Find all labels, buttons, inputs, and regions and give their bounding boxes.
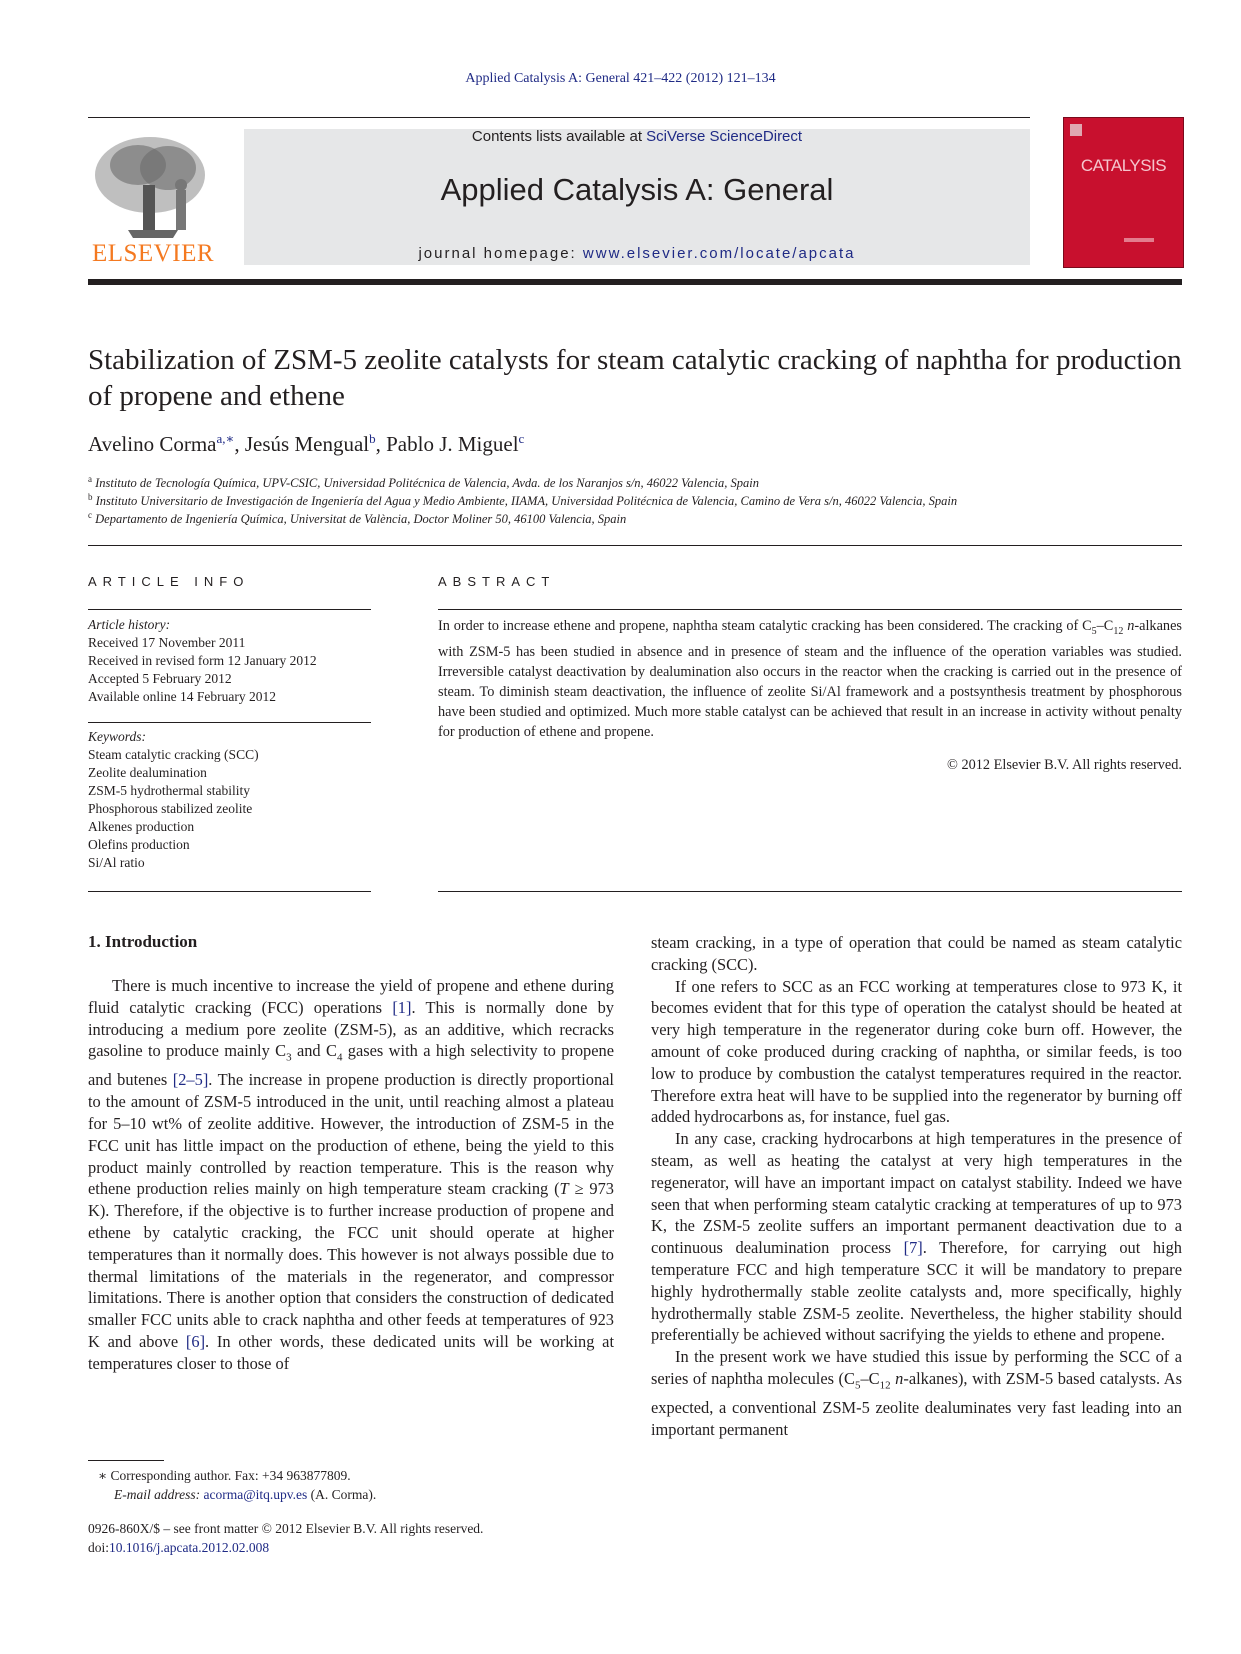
article-history: [88, 616, 317, 706]
keyword: Si/Al ratio: [88, 855, 145, 870]
author-separator: ,: [234, 432, 245, 456]
doi-label: doi:: [88, 1540, 110, 1555]
author-affiliation-marker[interactable]: c: [518, 431, 525, 446]
article-info-bottom-rule: [88, 891, 371, 892]
subscript: 5: [1091, 625, 1097, 637]
paragraph: steam cracking, in a type of operation that could be named as steam catalytic cracking (SCC).: [651, 933, 1182, 974]
keyword: Steam catalytic cracking (SCC): [88, 747, 259, 762]
author-name: Avelino Corma: [88, 432, 217, 456]
affiliation-marker: a: [88, 474, 92, 484]
affiliation-marker: b: [88, 492, 93, 502]
abstract-copyright: © 2012 Elsevier B.V. All rights reserved.: [947, 757, 1182, 773]
text-segment: . The increase in propene production is directly proportional to the amount of ZSM-5 introduced in the unit, until reaching almost a plateau for 5–10 wt% of zeolite additive. However, the introduction of ZSM-5 in the FCC unit has little impact on the production of ethene, being the yield to this product mainly controlled by reaction temperature. This is the reason why ethene production relies mainly on high temperature steam cracking (: [88, 1070, 614, 1199]
homepage-label: journal homepage:: [418, 245, 583, 262]
author-affiliation-marker[interactable]: a,∗: [216, 431, 235, 446]
subscript: 12: [879, 1379, 891, 1392]
history-label: Article history:: [88, 617, 171, 632]
abstract-heading: ABSTRACT: [438, 574, 556, 589]
cover-title: CATALYSIS: [1080, 156, 1167, 175]
elsevier-logo[interactable]: [88, 130, 218, 270]
author-list: [88, 431, 524, 457]
homepage-link[interactable]: www.elsevier.com/locate/apcata: [582, 245, 856, 262]
masthead-rule: [88, 279, 1182, 285]
section-rule: [88, 545, 1182, 546]
author-name: Jesús Mengual: [244, 432, 370, 456]
affiliation: [88, 492, 957, 509]
reference-link[interactable]: [1]: [392, 997, 412, 1017]
reference-link[interactable]: [7]: [903, 1238, 923, 1258]
article-info-heading: ARTICLE INFO: [88, 574, 250, 589]
variable: T: [559, 1179, 569, 1199]
subscript: 4: [336, 1051, 343, 1064]
text-segment: gases with a high selectivity to propene and butenes: [88, 1041, 614, 1090]
affiliation: [88, 510, 626, 527]
subscript: 12: [1113, 625, 1124, 637]
text-segment: . This is normally done by introducing a medium pore zeolite (ZSM-5), as an additive, which recracks gasoline to produce mainly C: [88, 997, 614, 1061]
history-item: Available online 14 February 2012: [88, 689, 276, 704]
history-item: Accepted 5 February 2012: [88, 671, 232, 686]
body-column-left: [88, 975, 614, 1375]
paragraph: [88, 975, 614, 1375]
reference-link[interactable]: [6]: [185, 1332, 206, 1352]
keywords-label: Keywords:: [88, 729, 146, 744]
paragraph: [651, 1346, 1182, 1440]
email-note: [114, 1486, 376, 1504]
reference-link[interactable]: [2–5]: [172, 1070, 209, 1090]
text-segment: ≥ 973 K). Therefore, if the objective is to further increase production of propene and ethene by catalytic cracking, the FCC unit should operate at higher temperatures than it normally does. This however is not always possible due to thermal limitations of the materials in the regenerator, and compressor limitations. There is another option that considers the construction of dedicated smaller FCC units able to crack naphtha and other feeds at temperatures of 923 K and above: [88, 1179, 614, 1352]
affiliation-marker: c: [88, 510, 92, 520]
issn-line: 0926-860X/$ – see front matter © 2012 Elsevier B.V. All rights reserved.: [88, 1521, 484, 1536]
author-affiliation-marker[interactable]: b: [369, 431, 376, 446]
cover-emblem-icon: [1070, 124, 1082, 136]
email-link[interactable]: acorma@itq.upv.es: [203, 1487, 308, 1502]
journal-citation[interactable]: Applied Catalysis A: General 421–422 (2012) 121–134: [465, 71, 776, 86]
paragraph: [651, 1128, 1182, 1346]
affiliation-text: Instituto de Tecnología Química, UPV-CSIC, Universidad Politécnica de Valencia, Avda. de los Naranjos s/n, 46022 Valencia, Spain: [95, 476, 759, 491]
section-heading: 1. Introduction: [88, 932, 198, 951]
abstract-segment: n: [1123, 618, 1135, 634]
cover-mark-icon: [1124, 238, 1154, 242]
abstract-segment: –C: [1096, 618, 1114, 634]
subscript: 3: [286, 1051, 292, 1064]
header-rule: [88, 117, 1030, 118]
keyword: Phosphorous stabilized zeolite: [88, 801, 253, 816]
corresponding-author-note: ∗ Corresponding author. Fax: +34 963877809.: [98, 1468, 351, 1483]
abstract-segment: -alkanes with ZSM-5 has been studied in absence and in presence of steam and the influence of the operation variables was studied. Irreversible catalyst deactivation by dealumination also occurs in the reactor when the cracking is carried out in the presence of steam. To diminish steam deactivation, the influence of zeolite Si/Al framework and a postsynthesis treatment by phosphorous have been studied and optimized. Much more stable catalyst can be achieved that result in an increase in activity without penalty for production of ethene and propene.: [438, 618, 1182, 740]
email-label: E-mail address:: [114, 1487, 204, 1502]
history-item: Received 17 November 2011: [88, 635, 246, 650]
journal-title: Applied Catalysis A: General: [440, 172, 834, 207]
homepage-line: [244, 245, 1030, 262]
subscript: 5: [854, 1379, 861, 1392]
abstract-bottom-rule: [438, 891, 1182, 892]
article-info-rule: [88, 609, 371, 610]
text-segment: There is much incentive to increase the yield of propene and ethene during fluid catalytic cracking (FCC) operations: [88, 976, 614, 1017]
journal-cover-thumbnail[interactable]: [1063, 117, 1184, 268]
keywords: [88, 728, 259, 872]
contents-prefix: Contents lists available at: [471, 128, 647, 145]
text-segment: -alkanes), with ZSM-5 based catalysts. As expected, a conventional ZSM-5 zeolite dealuminates very fast leading into an important permanent: [651, 1368, 1182, 1439]
doi-line: [88, 1538, 269, 1557]
abstract-rule: [438, 609, 1182, 610]
article-title: Stabilization of ZSM-5 zeolite catalysts for steam catalytic cracking of naphtha for production of propene and ethene: [88, 344, 1182, 412]
affiliation-text: Instituto Universitario de Investigación de Ingeniería del Agua y Medio Ambiente, IIAMA, Universidad Politécnica de Valencia, Camino de Vera s/n, 46022 Valencia, Spain: [95, 494, 958, 509]
text-segment: In any case, cracking hydrocarbons at high temperatures in the presence of steam, as well as heating the catalyst at very high temperatures in the regenerator, will have an important impact on catalyst stability. Indeed we have seen that when performing steam catalytic cracking at temperatures of up to 973 K, the ZSM-5 zeolite suffers an important permanent deactivation due to a continuous dealumination process: [651, 1129, 1182, 1258]
elsevier-wordmark: ELSEVIER: [91, 240, 215, 267]
affiliation: [88, 474, 759, 491]
author-separator: ,: [375, 432, 387, 456]
abstract-text: [438, 616, 1182, 742]
text-segment: –C: [860, 1368, 880, 1388]
body-column-right: [651, 932, 1182, 1441]
keyword: Olefins production: [88, 837, 190, 852]
text-segment: In the present work we have studied this issue by performing the SCC of a series of naphtha molecules (C: [651, 1347, 1182, 1388]
keyword: Zeolite dealumination: [88, 765, 207, 780]
affiliation-text: Departamento de Ingeniería Química, Universitat de València, Doctor Moliner 50, 46100 Valencia, Spain: [95, 512, 627, 527]
keyword: Alkenes production: [88, 819, 195, 834]
variable: n: [890, 1368, 904, 1388]
keywords-rule: [88, 722, 371, 723]
paragraph: If one refers to SCC as an FCC working at temperatures close to 973 K, it becomes evident that for this type of operation the catalyst should be heated at very high temperature in the regenerator during coke burn off. However, the amount of coke produced during cracking of naphtha, or similar feeds, is too low to produce by combustion the catalyst temperatures required in the reactor. Therefore extra heat will have to be supplied into the regenerator by burning off added hydrocarbons as, for instance, fuel gas.: [651, 976, 1182, 1127]
email-suffix: (A. Corma).: [307, 1487, 377, 1502]
author-name: Pablo J. Miguel: [386, 432, 519, 456]
text-segment: . Therefore, for carrying out high temperature FCC and high temperature SCC it will be mandatory to prepare highly hydrothermally stable zeolite catalysts and, more specifically, highly hydrothermally stable ZSM-5 zeolite. Nevertheless, the higher stability should preferentially be achieved without sacrifying the yields to ethene and propene.: [651, 1238, 1182, 1345]
doi-link[interactable]: 10.1016/j.apcata.2012.02.008: [109, 1540, 270, 1555]
abstract-segment: In order to increase ethene and propene, naphtha steam catalytic cracking has been considered. The cracking of C: [438, 618, 1092, 634]
text-segment: . In other words, these dedicated units will be working at temperatures closer to those of: [88, 1332, 615, 1373]
footnote-rule: [88, 1460, 164, 1461]
keyword: ZSM-5 hydrothermal stability: [88, 783, 250, 798]
history-item: Received in revised form 12 January 2012: [88, 653, 317, 668]
sciencedirect-link[interactable]: SciVerse ScienceDirect: [646, 128, 803, 145]
text-segment: and C: [291, 1041, 337, 1061]
contents-line: [244, 128, 1030, 145]
